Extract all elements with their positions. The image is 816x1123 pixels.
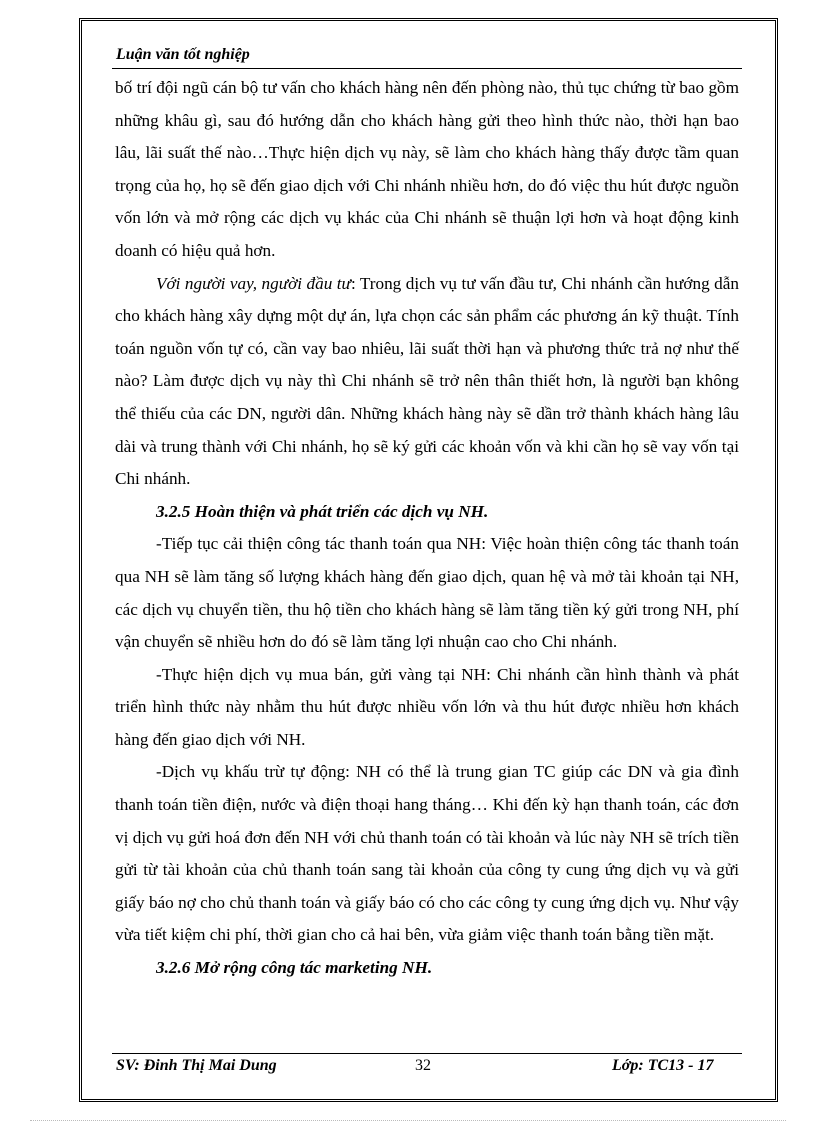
paragraph: bố trí đội ngũ cán bộ tư vấn cho khách hàng nên đến phòng nào, thủ tục chứng từ bao gồm những khâu gì, sau đó hướng dẫn cho khách hàng gửi theo hình thức nào, thời hạn bao lâu, lãi suất thế nào…Thực hiện dịch vụ này, sẽ làm cho khách hàng thấy được tầm quan trọng của họ, họ sẽ đến giao dịch với Chi nhánh nhiều hơn, do đó việc thu hút được nguồn vốn lớn và mở rộng các dịch vụ khác của Chi nhánh sẽ thuận lợi hơn và hoạt động kinh doanh có hiệu quả hơn. (115, 78, 739, 260)
running-header: Luận văn tốt nghiệp (116, 46, 250, 63)
footer-student: SV: Đinh Thị Mai Dung (116, 1057, 277, 1074)
page-number: 32 (415, 1057, 431, 1074)
paragraph: -Tiếp tục cải thiện công tác thanh toán qua NH: Việc hoàn thiện công tác thanh toán qua NH sẽ làm tăng số lượng khách hàng đến giao dịch, quan hệ và mở tài khoản tại NH, các dịch vụ chuyển tiền, thu hộ tiền cho khách hàng sẽ làm tăng tiền ký gửi trong NH, phí vận chuyển sẽ nhiều hơn do đó sẽ làm tăng lợi nhuận cao cho Chi nhánh. (115, 534, 739, 652)
page-edge-dots (30, 1120, 786, 1121)
footer-class: Lớp: TC13 - 17 (612, 1057, 714, 1074)
section-heading: 3.2.5 Hoàn thiện và phát triển các dịch vụ NH. (156, 501, 489, 521)
paragraph-rest: : Trong dịch vụ tư vấn đầu tư, Chi nhánh cần hướng dẫn cho khách hàng xây dựng một dự án, lựa chọn các sản phẩm các phương án kỹ thuật. Tính toán nguồn vốn tự có, cần vay bao nhiêu, lãi suất thời hạn và phương thức trả nợ như thế nào? Làm được dịch vụ này thì Chi nhánh sẽ trở nên thân thiết hơn, là người bạn không thể thiếu của các DN, người dân. Những khách hàng này sẽ dần trở thành khách hàng lâu dài và trung thành với Chi nhánh, họ sẽ ký gửi các khoản vốn và khi cần họ sẽ vay vốn tại Chi nhánh. (115, 273, 739, 489)
paragraph: -Dịch vụ khấu trừ tự động: NH có thể là trung gian TC giúp các DN và gia đình thanh toán tiền điện, nước và điện thoại hang tháng… Khi đến kỳ hạn thanh toán, các đơn vị dịch vụ gửi hoá đơn đến NH với chủ thanh toán có tài khoản và lúc này NH sẽ trích tiền gửi từ tài khoản của chủ thanh toán sang tài khoản của công ty cung ứng dịch vụ và gửi giấy báo nợ cho chủ thanh toán và giấy báo có cho các công ty cung ứng dịch vụ. Như vậy vừa tiết kiệm chi phí, thời gian cho cả hai bên, vừa giảm việc thanh toán bằng tiền mặt. (115, 762, 739, 945)
header-rule (112, 68, 742, 69)
body-text (115, 72, 739, 985)
paragraph (115, 268, 739, 496)
section-heading: 3.2.6 Mở rộng công tác marketing NH. (156, 958, 433, 978)
paragraph-lead: Với người vay, người đầu tư (156, 273, 351, 293)
footer-rule (112, 1053, 742, 1054)
paragraph: -Thực hiện dịch vụ mua bán, gửi vàng tại NH: Chi nhánh cần hình thành và phát triển hình thức này nhằm thu hút được nhiều vốn lớn và thu hút được nhiều hơn khách hàng đến giao dịch với NH. (115, 664, 739, 749)
